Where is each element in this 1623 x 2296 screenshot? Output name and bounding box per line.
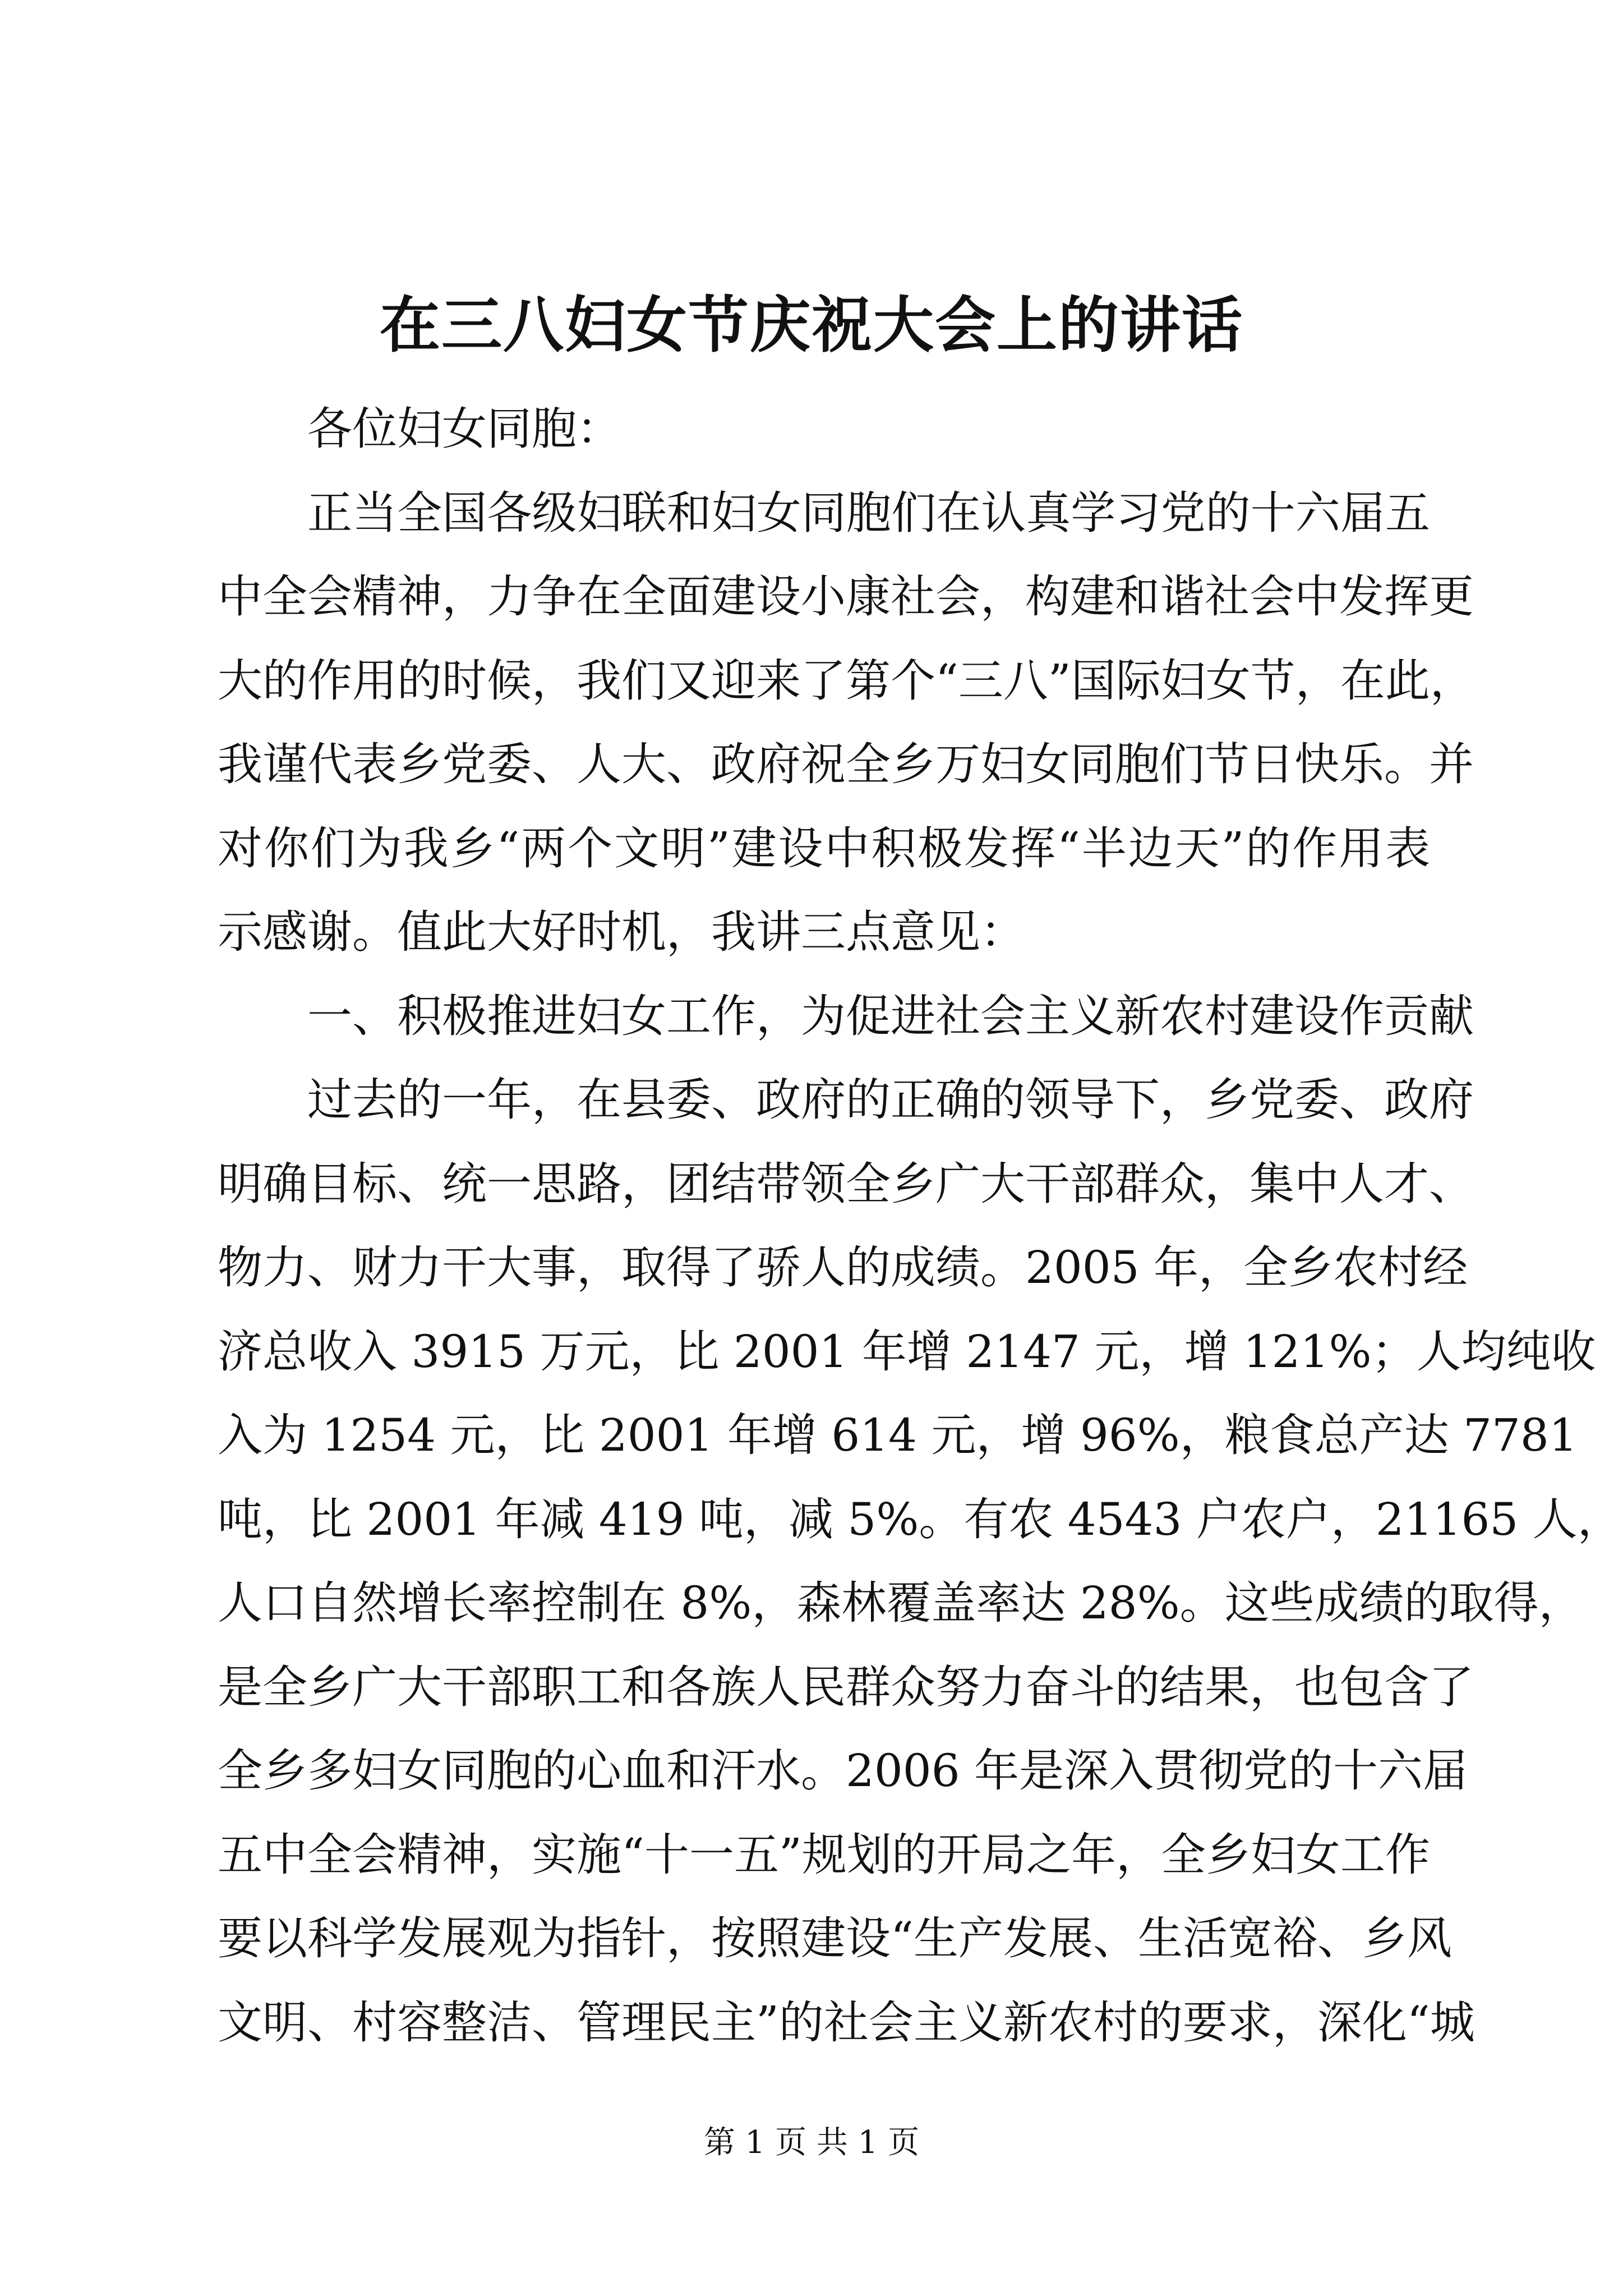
text-line: 吨，比 2001 年减 419 吨，减 5%。有农 4543 户农户，21165 人， [218, 1493, 1622, 1545]
text-line: 全乡多妇女同胞的心血和汗水。2006 年是深入贯彻党的十六届 [218, 1745, 1468, 1797]
text-line: 五中全会精神，实施“十一五”规划的开局之年，全乡妇女工作 [218, 1828, 1430, 1881]
text-line: 入为 1254 元，比 2001 年增 614 元，增 96%，粮食总产达 7781 [218, 1409, 1578, 1461]
text-line: 文明、村容整洁、管理民主”的社会主义新农村的要求，深化“城 [218, 1996, 1475, 2049]
text-line: 物力、财力干大事，取得了骄人的成绩。2005 年，全乡农村经 [218, 1241, 1468, 1294]
salutation-line: 各位妇女同胞： [307, 403, 621, 455]
text-line: 是全乡广大干部职工和各族人民群众努力奋斗的结果，也包含了 [218, 1660, 1474, 1713]
text-line: 要以科学发展观为指针，按照建设“生产发展、生活宽裕、乡风 [218, 1912, 1452, 1964]
section-heading: 一、积极推进妇女工作，为促进社会主义新农村建设作贡献 [307, 990, 1474, 1042]
text-line: 对你们为我乡“两个文明”建设中积极发挥“半边天”的作用表 [218, 822, 1430, 875]
text-line: 明确目标、统一思路，团结带领全乡广大干部群众，集中人才、 [218, 1157, 1474, 1210]
document-title: 在三八妇女节庆祝大会上的讲话 [379, 290, 1243, 361]
text-line: 大的作用的时候，我们又迎来了第个“三八”国际妇女节，在此， [218, 654, 1475, 707]
text-line: 人口自然增长率控制在 8%，森林覆盖率达 28%。这些成绩的取得， [218, 1577, 1584, 1629]
text-line: 济总收入 3915 万元，比 2001 年增 2147 元，增 121%；人均纯收 [218, 1325, 1596, 1378]
text-line: 我谨代表乡党委、人大、政府祝全乡万妇女同胞们节日快乐。并 [218, 738, 1474, 790]
text-line: 示感谢。值此大好时机，我讲三点意见： [218, 906, 1025, 958]
text-line: 过去的一年，在县委、政府的正确的领导下，乡党委、政府 [307, 1074, 1474, 1126]
document-body [218, 387, 1622, 2064]
text-line: 中全会精神，力争在全面建设小康社会，构建和谐社会中发挥更 [218, 570, 1474, 623]
page-footer: 第 1 页 共 1 页 [703, 2124, 920, 2161]
text-line: 正当全国各级妇联和妇女同胞们在认真学习党的十六届五 [307, 486, 1430, 539]
